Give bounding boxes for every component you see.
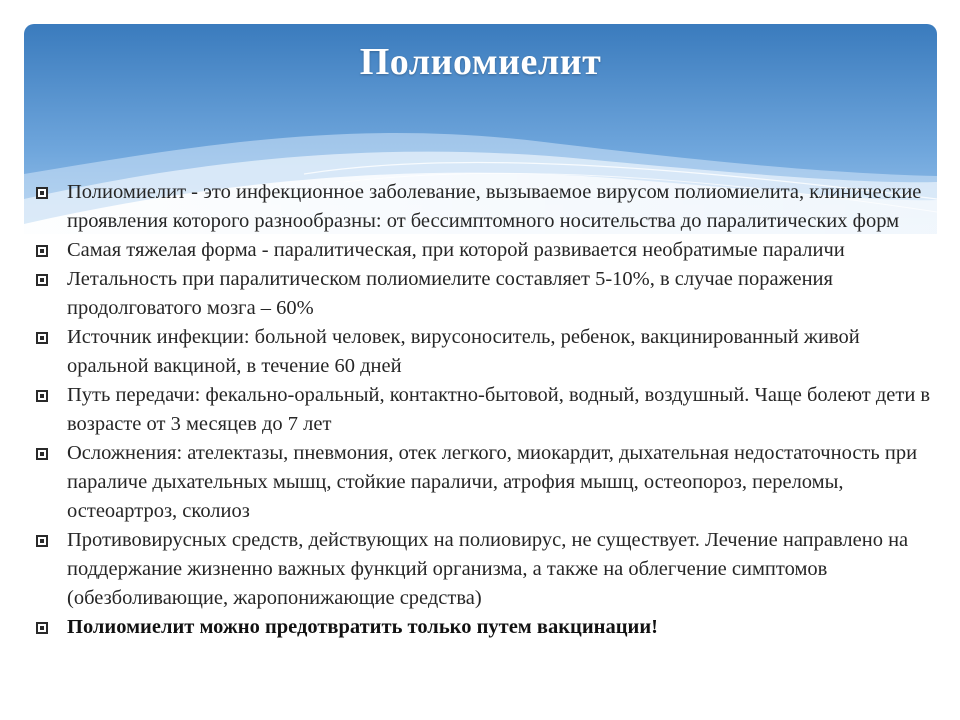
list-item [34, 381, 934, 439]
list-item [34, 236, 934, 265]
square-bullet-icon [36, 332, 48, 344]
bullet-text: Летальность при паралитическом полиомиелите составляет 5-10%, в случае поражения продолговатого мозга – 60% [67, 268, 833, 319]
square-bullet-icon [36, 274, 48, 286]
square-bullet-icon [36, 535, 48, 547]
list-item [34, 439, 934, 526]
list-item [34, 323, 934, 381]
bullet-text: Противовирусных средств, действующих на полиовирус, не существует. Лечение направлено на поддержание жизненно важных функций организма, а также на облегчение симптомов (обезболивающие, жаропонижающие средства) [67, 529, 909, 609]
square-bullet-icon [36, 622, 48, 634]
list-item [34, 526, 934, 613]
list-item-emphasis [34, 613, 934, 642]
square-bullet-icon [36, 187, 48, 199]
list-item [34, 178, 934, 236]
bullet-text: Источник инфекции: больной человек, вирусоноситель, ребенок, вакцинированный живой оральной вакциной, в течение 60 дней [67, 326, 860, 377]
bullet-text: Путь передачи: фекально-оральный, контактно-бытовой, водный, воздушный. Чаще болеют дети в возрасте от 3 месяцев до 7 лет [67, 384, 931, 435]
bullet-list [34, 178, 934, 642]
list-item [34, 265, 934, 323]
bullet-text: Осложнения: ателектазы, пневмония, отек легкого, миокардит, дыхательная недостаточность при параличе дыхательных мышц, стойкие параличи, атрофия мышц, остеопороз, переломы, остеоартроз, сколиоз [67, 442, 918, 522]
bullet-text: Самая тяжелая форма - паралитическая, при которой развивается необратимые параличи [67, 239, 845, 261]
slide-title: Полиомиелит [359, 41, 602, 83]
square-bullet-icon [36, 390, 48, 402]
square-bullet-icon [36, 448, 48, 460]
square-bullet-icon [36, 245, 48, 257]
bullet-text: Полиомиелит можно предотвратить только путем вакцинации! [67, 616, 658, 638]
bullet-text: Полиомиелит - это инфекционное заболевание, вызываемое вирусом полиомиелита, клинические проявления которого разнообразны: от бессимптомного носительства до паралитических форм [67, 181, 922, 232]
